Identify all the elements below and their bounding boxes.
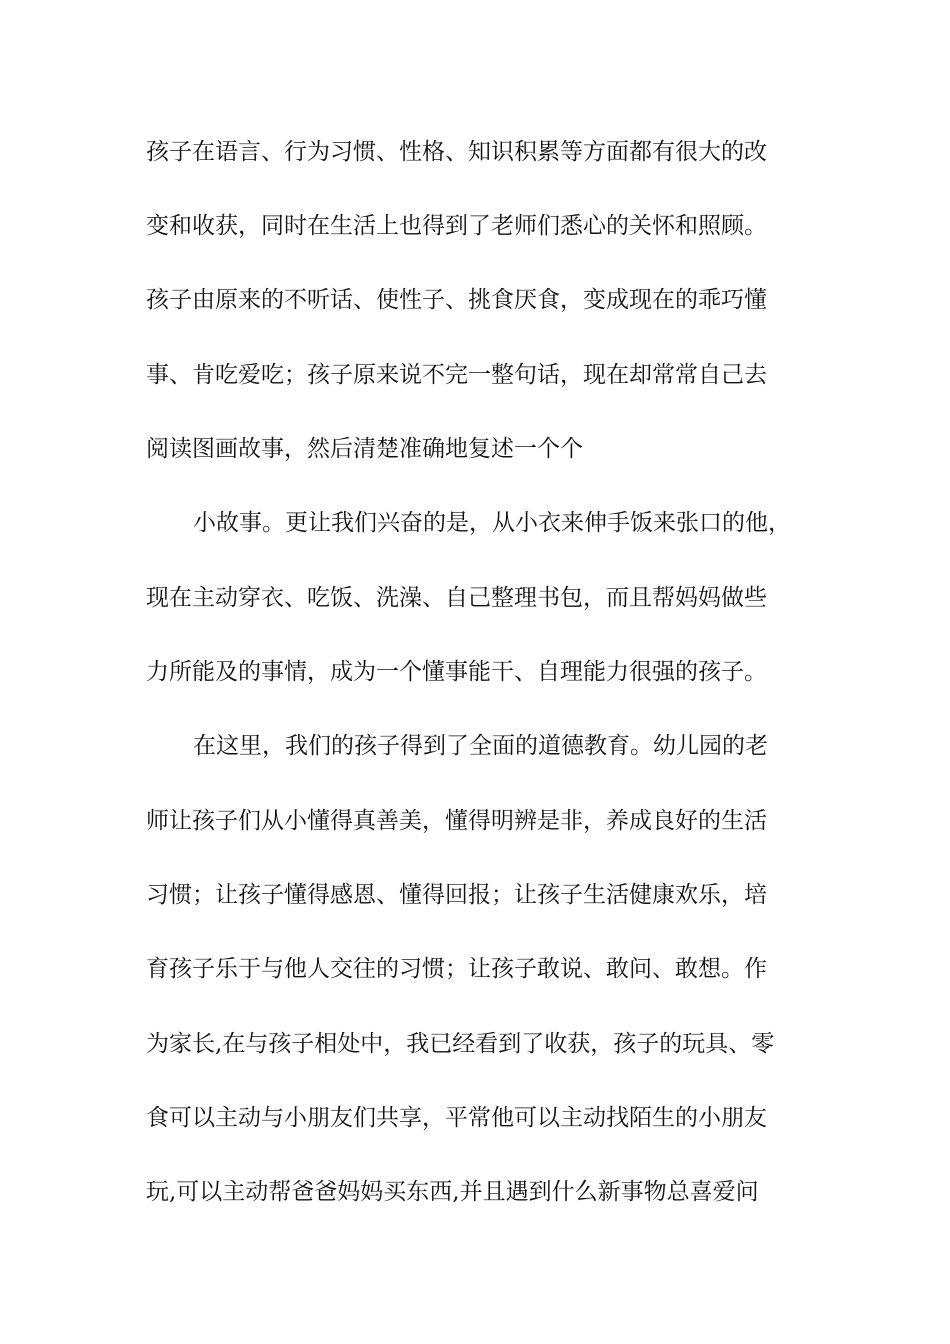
text-line: 现在主动穿衣、吃饭、洗澡、自己整理书包，而且帮妈妈做些 <box>146 585 767 611</box>
text-line: 孩子在语言、行为习惯、性格、知识积累等方面都有很大的改 <box>146 139 767 165</box>
text-line: 为家长,在与孩子相处中，我已经看到了收获，孩子的玩具、零 <box>146 1031 775 1057</box>
text-line: 变和收获，同时在生活上也得到了老师们悉心的关怀和照顾。 <box>146 213 767 239</box>
paragraph-start-line: 在这里，我们的孩子得到了全面的道德教育。幼儿园的老 <box>193 733 768 759</box>
text-line: 孩子由原来的不听话、使性子、挑食厌食，变成现在的乖巧懂 <box>146 287 767 313</box>
paragraph-start-line: 小故事。更让我们兴奋的是，从小衣来伸手饭来张口的他， <box>193 510 791 536</box>
text-line: 力所能及的事情，成为一个懂事能干、自理能力很强的孩子。 <box>146 659 767 685</box>
text-line: 食可以主动与小朋友们共享，平常他可以主动找陌生的小朋友 <box>146 1105 767 1131</box>
text-line: 阅读图画故事，然后清楚准确地复述一个个 <box>146 436 583 462</box>
text-line: 玩,可以主动帮爸爸妈妈买东西,并且遇到什么新事物总喜爱问 <box>146 1179 759 1205</box>
text-line: 师让孩子们从小懂得真善美，懂得明辨是非，养成良好的生活 <box>146 808 767 834</box>
text-line: 习惯；让孩子懂得感恩、懂得回报；让孩子生活健康欢乐，培 <box>146 882 767 908</box>
text-line: 育孩子乐于与他人交往的习惯；让孩子敢说、敢问、敢想。作 <box>146 956 767 982</box>
text-line: 事、肯吃爱吃；孩子原来说不完一整句话，现在却常常自己去 <box>146 362 767 388</box>
